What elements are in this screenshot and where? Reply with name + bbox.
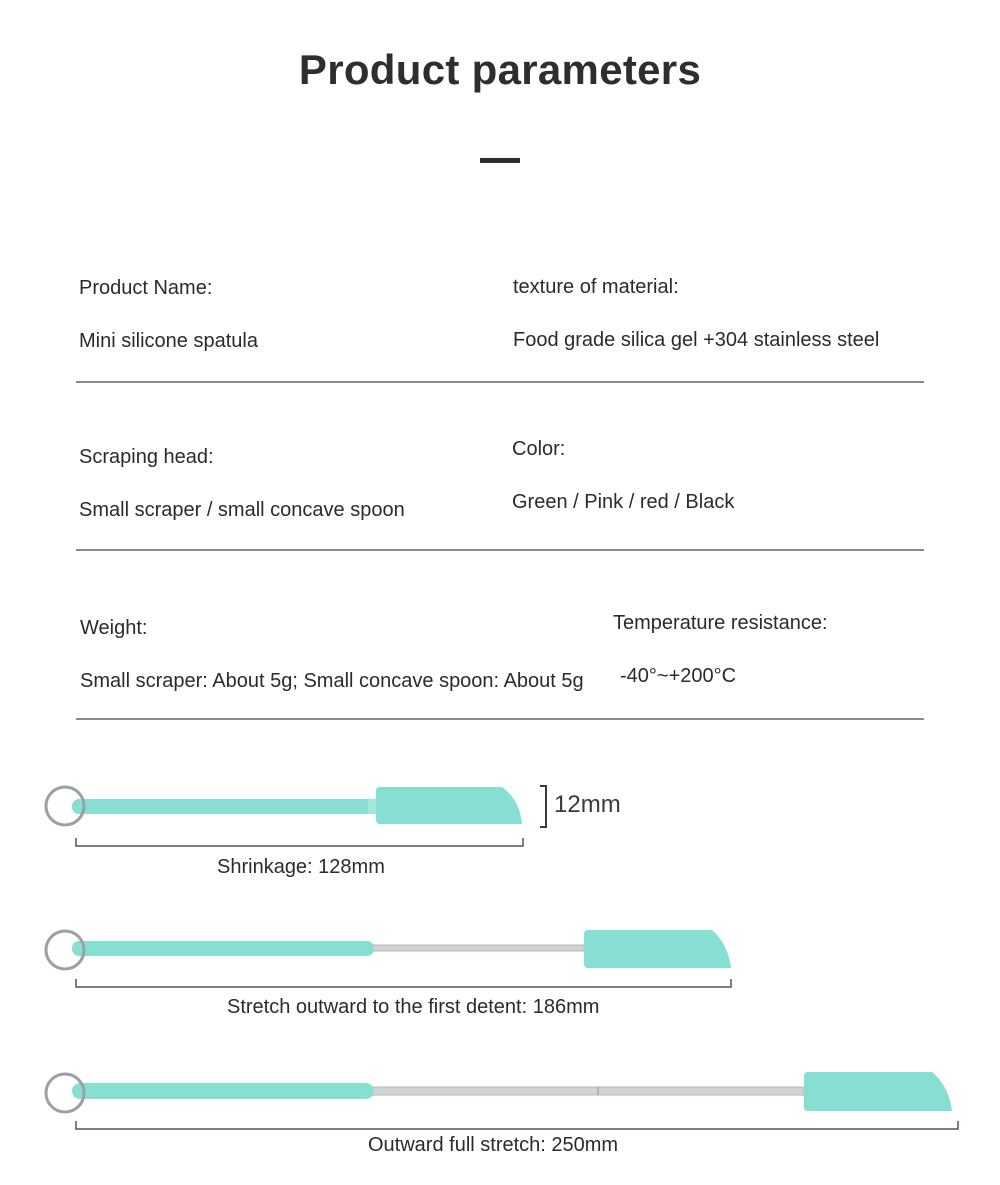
product-name-label: Product Name: [79,277,213,299]
weight-label: Weight: [80,617,148,639]
page-title: Product parameters [298,46,702,93]
weight-value: Small scraper: About 5g; Small concave spoon: About 5g [80,670,584,692]
full-stretch-label: Outward full stretch: 250mm [368,1134,619,1156]
material-label: texture of material: [513,276,679,298]
material-value: Food grade silica gel +304 stainless steel [513,329,880,351]
color-label: Color: [512,438,566,460]
temperature-value: -40°~+200°C [620,665,737,687]
color-value: Green / Pink / red / Black [512,491,735,513]
head-height-label: 12mm [554,791,621,818]
spatula-shrunk-image [46,786,546,846]
shrinkage-label: Shrinkage: 128mm [217,856,385,878]
product-name-value: Mini silicone spatula [79,330,258,352]
scraping-head-label: Scraping head: [79,446,214,468]
spatula-full-stretch-image [46,1072,958,1129]
spatula-first-detent-image [46,930,731,987]
temperature-label: Temperature resistance: [613,612,828,634]
first-detent-label: Stretch outward to the first detent: 186mm [227,996,600,1018]
scraping-head-value: Small scraper / small concave spoon [79,499,405,521]
